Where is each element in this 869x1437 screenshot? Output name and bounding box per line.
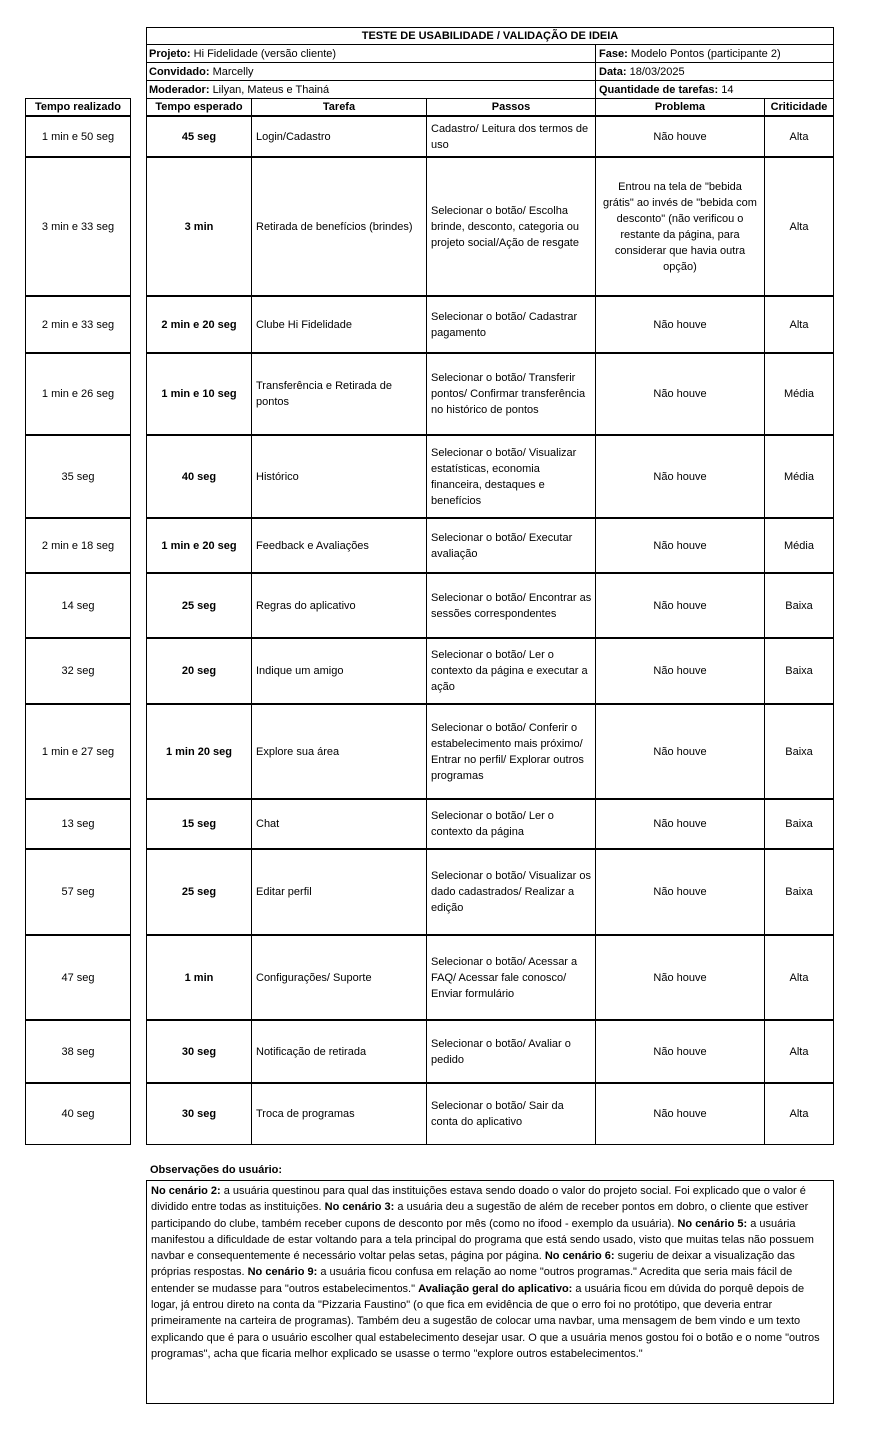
- cell-passos: Selecionar o botão/ Visualizar estatísticas, economia financeira, destaques e benefícios: [426, 434, 596, 519]
- cell-realizado: 47 seg: [25, 934, 131, 1021]
- cell-tarefa: Retirada de benefícios (brindes): [251, 156, 427, 297]
- cell-tarefa: Chat: [251, 798, 427, 850]
- cell-problema: Não houve: [595, 295, 765, 354]
- cell-problema: Entrou na tela de "bebida grátis" ao invés de "bebida com desconto" (não verificou o restante da página, para considerar que havia outra opção): [595, 156, 765, 297]
- moderador-field: [146, 82, 595, 98]
- cell-realizado: 32 seg: [25, 637, 131, 705]
- cell-criticidade: Alta: [764, 1082, 834, 1145]
- cell-realizado: 57 seg: [25, 848, 131, 936]
- cell-passos: Selecionar o botão/ Ler o contexto da página e executar a ação: [426, 637, 596, 705]
- cell-criticidade: Alta: [764, 156, 834, 297]
- obs-segment-text: a usuária manifestou a dificuldade de estar voltando para a tela principal do programa que está sendo usado, visto que muitas telas não possuem navbar e consequentemente é necessário voltar pelas setas, página por página.: [151, 1217, 814, 1263]
- cell-problema: Não houve: [595, 1082, 765, 1145]
- obs-segment-heading: No cenário 9:: [247, 1266, 318, 1279]
- convidado-value: Marcelly: [212, 66, 254, 78]
- cell-esperado: 25 seg: [146, 572, 252, 639]
- moderador-value: Lilyan, Mateus e Thainá: [212, 84, 330, 96]
- cell-passos: Selecionar o botão/ Transferir pontos/ Confirmar transferência no histórico de pontos: [426, 352, 596, 436]
- cell-criticidade: Alta: [764, 116, 834, 158]
- quantidade-value: 14: [721, 84, 734, 96]
- cell-tarefa: Explore sua área: [251, 703, 427, 800]
- obs-segment-text: a usuária ficou em dúvida do porquê depois de logar, já entrou direto na conta da "Pizzaria Faustino" (o que fica em evidência de que o erro foi no protótipo, que deveria entrar primeiramente na carteira de programas). Também deu a sugestão de colocar uma navbar, uma mensagem de bem vindo e um texto explicando que é para o usuário escolher qual estabelecimento desejar usar. O que a usuária menos gostou foi o botão e o nome "outros programas", acha que ficaria melhor explicado se usasse o termo "explore outros estabelecimentos.": [151, 1282, 820, 1360]
- cell-tarefa: Notificação de retirada: [251, 1019, 427, 1084]
- data-value: 18/03/2025: [629, 66, 685, 78]
- cell-tarefa: Login/Cadastro: [251, 116, 427, 158]
- cell-esperado: 30 seg: [146, 1019, 252, 1084]
- cell-criticidade: Média: [764, 517, 834, 574]
- cell-criticidade: Baixa: [764, 798, 834, 850]
- quantidade-field: [596, 82, 834, 98]
- cell-passos: Selecionar o botão/ Ler o contexto da página: [426, 798, 596, 850]
- projeto-label: Projeto:: [149, 48, 191, 60]
- cell-problema: Não houve: [595, 934, 765, 1021]
- cell-realizado: 40 seg: [25, 1082, 131, 1145]
- obs-segment-heading: No cenário 6:: [544, 1250, 615, 1263]
- convidado-label: Convidado:: [149, 66, 210, 78]
- cell-esperado: 40 seg: [146, 434, 252, 519]
- cell-problema: Não houve: [595, 572, 765, 639]
- col-header-passos: Passos: [426, 98, 596, 116]
- quantidade-label: Quantidade de tarefas:: [599, 84, 719, 96]
- cell-passos: Selecionar o botão/ Sair da conta do aplicativo: [426, 1082, 596, 1145]
- cell-esperado: 45 seg: [146, 116, 252, 158]
- cell-problema: Não houve: [595, 517, 765, 574]
- cell-realizado: 1 min e 26 seg: [25, 352, 131, 436]
- cell-esperado: 1 min e 10 seg: [146, 352, 252, 436]
- cell-passos: Cadastro/ Leitura dos termos de uso: [426, 116, 596, 158]
- cell-realizado: 1 min e 50 seg: [25, 116, 131, 158]
- cell-tarefa: Indique um amigo: [251, 637, 427, 705]
- cell-realizado: 14 seg: [25, 572, 131, 639]
- col-header-tarefa: Tarefa: [251, 98, 427, 116]
- cell-criticidade: Alta: [764, 1019, 834, 1084]
- observacoes-box: [146, 1180, 834, 1404]
- cell-realizado: 38 seg: [25, 1019, 131, 1084]
- cell-esperado: 25 seg: [146, 848, 252, 936]
- obs-segment-text: sugeriu de deixar a visualização das próprias respostas.: [151, 1250, 795, 1279]
- cell-tarefa: Configurações/ Suporte: [251, 934, 427, 1021]
- cell-realizado: 13 seg: [25, 798, 131, 850]
- cell-realizado: 3 min e 33 seg: [25, 156, 131, 297]
- obs-segment-heading: No cenário 2:: [151, 1185, 221, 1197]
- cell-problema: Não houve: [595, 352, 765, 436]
- cell-problema: Não houve: [595, 1019, 765, 1084]
- col-header-criticidade: Criticidade: [764, 98, 834, 116]
- observacoes-title: Observações do usuário:: [150, 1164, 283, 1176]
- cell-realizado: 35 seg: [25, 434, 131, 519]
- data-field: [596, 64, 834, 80]
- cell-esperado: 1 min e 20 seg: [146, 517, 252, 574]
- cell-esperado: 20 seg: [146, 637, 252, 705]
- cell-criticidade: Média: [764, 352, 834, 436]
- cell-passos: Selecionar o botão/ Avaliar o pedido: [426, 1019, 596, 1084]
- convidado-field: [146, 64, 595, 80]
- cell-problema: Não houve: [595, 637, 765, 705]
- cell-criticidade: Média: [764, 434, 834, 519]
- obs-segment-text: a usuária deu a sugestão de além de receber pontos em dobro, o cliente que estiver participando do clube, também receber cupons de desconto por mês (como no ifood - exemplo da usuária).: [151, 1201, 809, 1230]
- cell-criticidade: Alta: [764, 295, 834, 354]
- projeto-field: [146, 46, 595, 62]
- cell-problema: Não houve: [595, 798, 765, 850]
- cell-passos: Selecionar o botão/ Cadastrar pagamento: [426, 295, 596, 354]
- cell-esperado: 1 min: [146, 934, 252, 1021]
- fase-value: Modelo Pontos (participante 2): [630, 48, 781, 60]
- cell-esperado: 1 min 20 seg: [146, 703, 252, 800]
- document-title: TESTE DE USABILIDADE / VALIDAÇÃO DE IDEIA: [146, 28, 834, 45]
- col-header-problema: Problema: [595, 98, 765, 116]
- cell-tarefa: Editar perfil: [251, 848, 427, 936]
- cell-passos: Selecionar o botão/ Executar avaliação: [426, 517, 596, 574]
- cell-tarefa: Troca de programas: [251, 1082, 427, 1145]
- cell-criticidade: Baixa: [764, 848, 834, 936]
- cell-problema: Não houve: [595, 116, 765, 158]
- cell-problema: Não houve: [595, 848, 765, 936]
- obs-segment-heading: No cenário 5:: [677, 1217, 748, 1230]
- cell-esperado: 15 seg: [146, 798, 252, 850]
- cell-passos: Selecionar o botão/ Escolha brinde, desconto, categoria ou projeto social/Ação de resgate: [426, 156, 596, 297]
- cell-esperado: 30 seg: [146, 1082, 252, 1145]
- cell-realizado: 2 min e 18 seg: [25, 517, 131, 574]
- obs-segment-text: a usuária questinou para qual das instituições estava sendo doado o valor do projeto social. Foi explicado que o valor é dividido entre todas as instituições.: [151, 1185, 806, 1214]
- cell-tarefa: Clube Hi Fidelidade: [251, 295, 427, 354]
- cell-passos: Selecionar o botão/ Acessar a FAQ/ Acessar fale conosco/ Enviar formulário: [426, 934, 596, 1021]
- cell-esperado: 2 min e 20 seg: [146, 295, 252, 354]
- col-header-realizado: Tempo realizado: [25, 98, 131, 116]
- cell-realizado: 1 min e 27 seg: [25, 703, 131, 800]
- cell-tarefa: Feedback e Avaliações: [251, 517, 427, 574]
- cell-realizado: 2 min e 33 seg: [25, 295, 131, 354]
- cell-criticidade: Alta: [764, 934, 834, 1021]
- moderador-label: Moderador:: [149, 84, 210, 96]
- obs-segment-text: a usuária ficou confusa em relação ao nome "outros programas." Acredita que seria mais fácil de entender se mudasse para "outros estabelecimentos.": [151, 1266, 793, 1295]
- obs-segment-heading: No cenário 3:: [324, 1201, 395, 1214]
- obs-segment-heading: Avaliação geral do aplicativo:: [418, 1282, 573, 1295]
- col-header-esperado: Tempo esperado: [146, 98, 252, 116]
- cell-passos: Selecionar o botão/ Encontrar as sessões correspondentes: [426, 572, 596, 639]
- data-label: Data:: [599, 66, 627, 78]
- cell-tarefa: Regras do aplicativo: [251, 572, 427, 639]
- cell-problema: Não houve: [595, 434, 765, 519]
- cell-criticidade: Baixa: [764, 637, 834, 705]
- cell-esperado: 3 min: [146, 156, 252, 297]
- projeto-value: Hi Fidelidade (versão cliente): [193, 48, 337, 60]
- cell-passos: Selecionar o botão/ Visualizar os dado cadastrados/ Realizar a edição: [426, 848, 596, 936]
- cell-tarefa: Histórico: [251, 434, 427, 519]
- cell-criticidade: Baixa: [764, 703, 834, 800]
- cell-criticidade: Baixa: [764, 572, 834, 639]
- cell-tarefa: Transferência e Retirada de pontos: [251, 352, 427, 436]
- fase-field: [596, 46, 834, 62]
- fase-label: Fase:: [599, 48, 628, 60]
- cell-passos: Selecionar o botão/ Conferir o estabelecimento mais próximo/ Entrar no perfil/ Explorar outros programas: [426, 703, 596, 800]
- cell-problema: Não houve: [595, 703, 765, 800]
